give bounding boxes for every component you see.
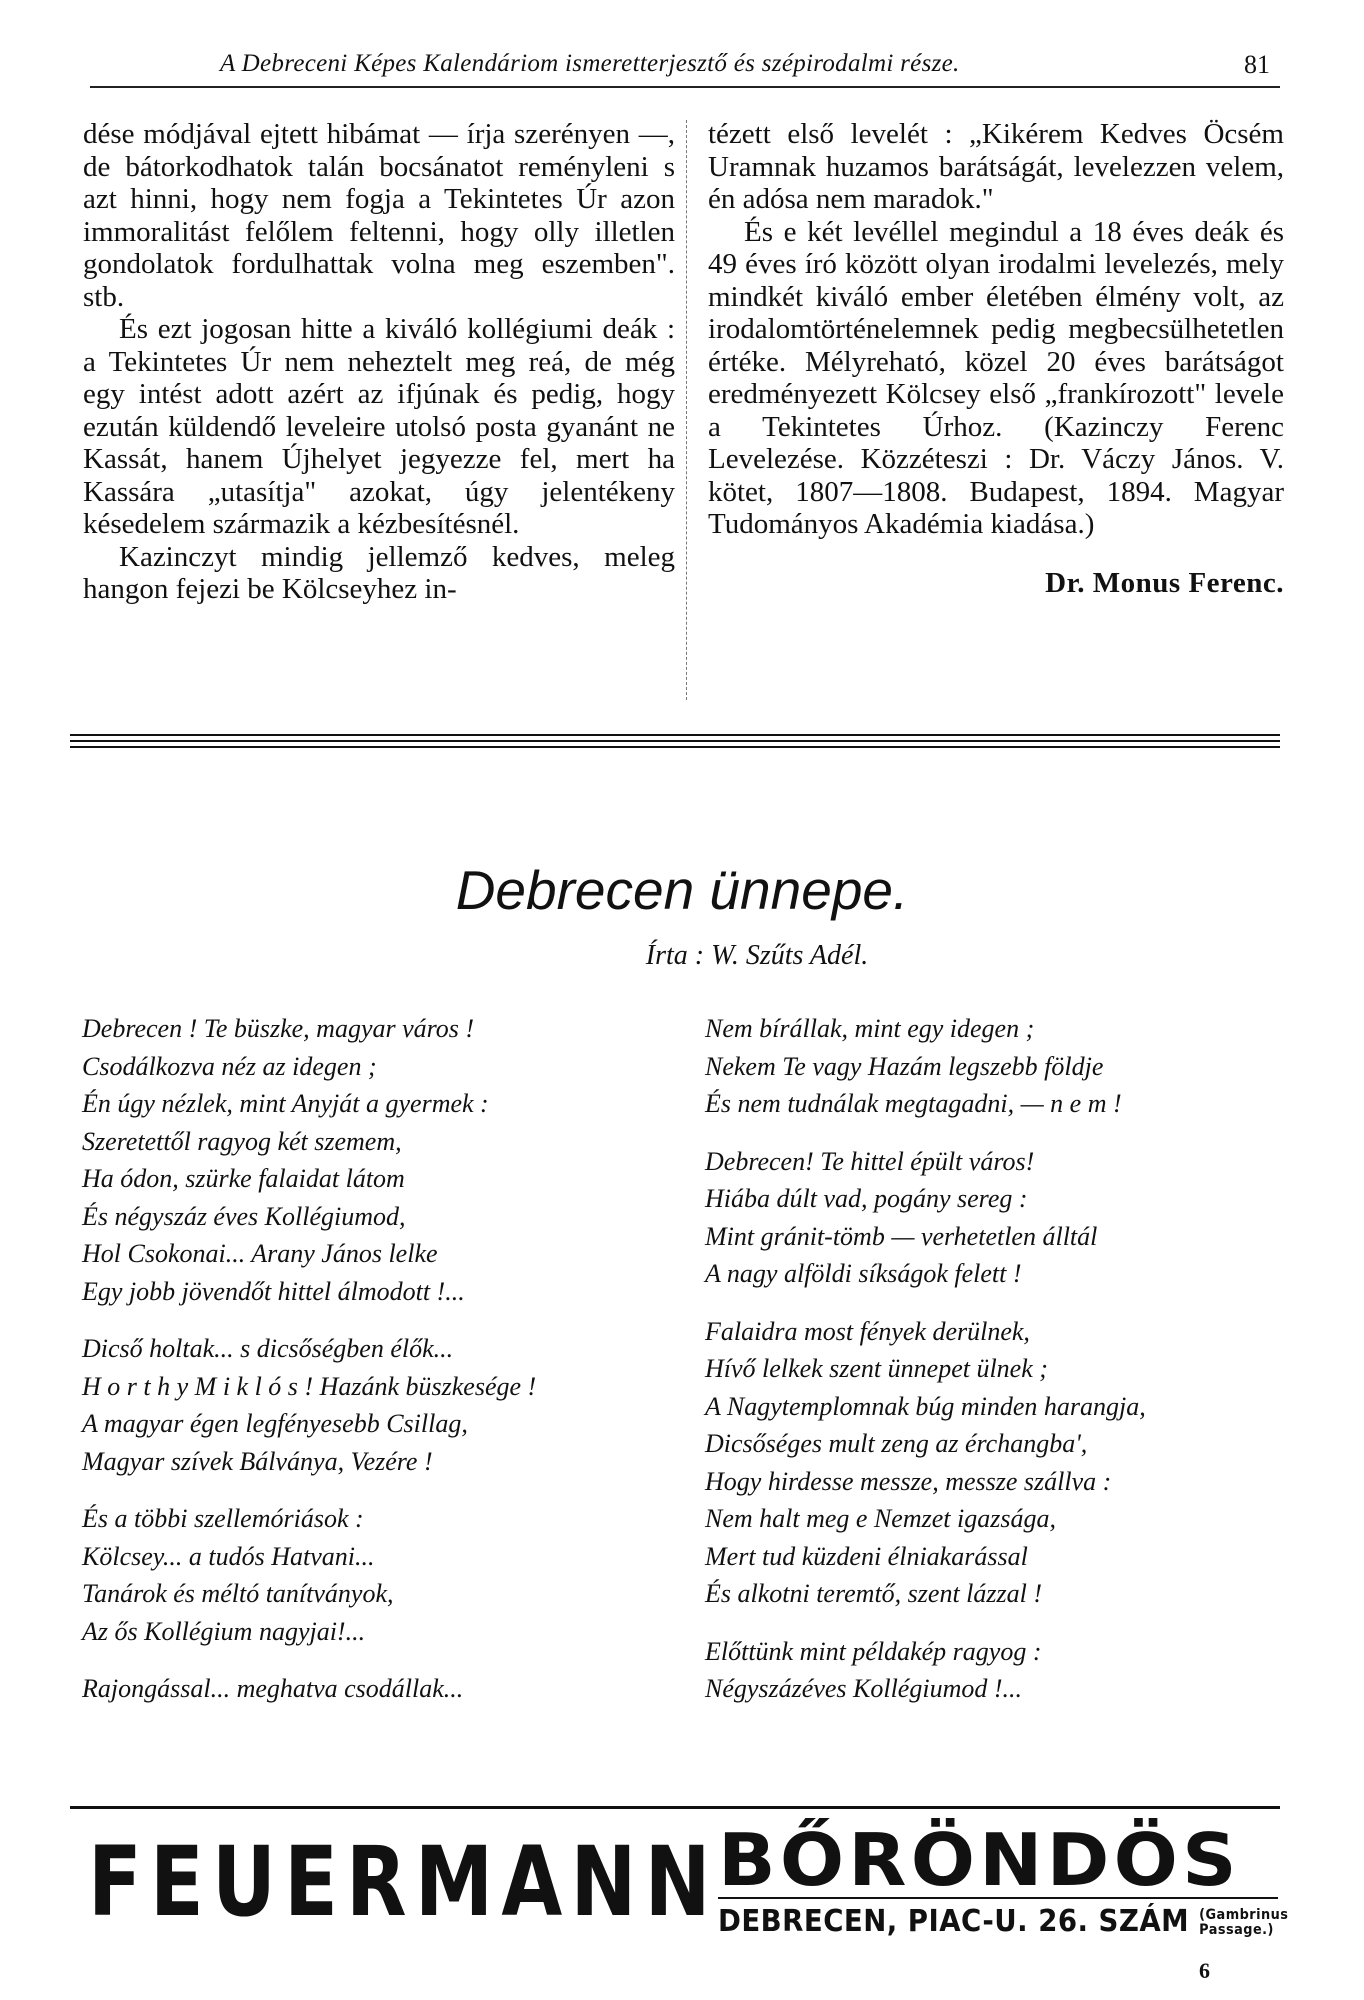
advertisement-name: FEUERMANN [88,1826,719,1938]
section-separator [70,746,1280,748]
poem-stanza [705,1143,1305,1293]
poem-line: Az ős Kollégium nagyjai!... [82,1616,366,1646]
running-title: A Debreceni Képes Kalendáriom ismeretterjesztő és szépirodalmi része. [220,50,960,77]
poem-line: Debrecen! Te hittel épült város! [705,1146,1035,1176]
poem-line: Dicső holtak... s dicsőségben élők... [82,1334,454,1363]
poem-left-column [82,1010,682,1728]
poem-stanza [82,1670,682,1708]
article-paragraph: És e két levéllel megindul a 18 éves deák és 49 éves író között olyan irodalmi levelezés, mely mindkét kiváló ember életében élmény volt, az irodalomtörténelemnek pedig megbecsülhetetlen értéke. Mélyreható, közel 20 éves barátságot eredményezett Kölcsey első „frankírozott" levele a Tekintetes Úrhoz. (Kazinczy Ferenc Levelezése. Közzéteszi : Dr. Váczy János. V. kötet, 1807—1808. Budapest, 1894. Magyar Tudományos Akadémia kiadása.) [708,215,1284,540]
article-paragraph: dése módjával ejtett hibámat — írja szerényen —, de bátorkodhatok talán bocsánatot reményleni s azt hinni, hogy nem fogja a Tekintetes Úr azon immoralitást felőlem feltenni, hogy olly illetlen gondolatok fordulhattak volna meg eszemben". stb. [83,118,675,313]
article-paragraph: Kazinczyt mindig jellemző kedves, meleg hangon fejezi be Kölcseyhez in- [83,540,675,605]
article-paragraph: tézett első levelét : „Kikérem Kedves Öcsém Uramnak huzamos barátságát, levelezzen velem, én adósa nem maradok." [708,118,1284,215]
poem-stanza [82,1330,682,1480]
footer-number: 6 [1199,1958,1210,1983]
poem-line: A magyar égen legfényesebb Csillag, [82,1409,468,1438]
advertisement-rule [718,1897,1278,1899]
section-separator [70,740,1280,742]
poem-title: Debrecen ünnepe. [455,859,909,921]
advertisement-address-text: DEBRECEN, PIAC-U. 26. SZÁM [718,1904,1190,1939]
poem-stanza [705,1313,1305,1613]
poem-line: És nem tudnálak megtagadni, — n e m ! [705,1089,1122,1118]
poem-line: És négyszáz éves Kollégiumod, [82,1201,406,1231]
passage-line: Passage.) [1199,1921,1274,1938]
poem-line: Szeretettől ragyog két szemem, [82,1126,402,1156]
poem-line: És a többi szellemóriások : [82,1504,364,1533]
poem-line: Ha ódon, szürke falaidat látom [82,1164,405,1193]
poem-line: Dicsőséges mult zeng az érchangba', [705,1429,1088,1458]
poem-line: Hol Csokonai... Arany János lelke [82,1239,438,1268]
article-left-column [83,118,675,606]
poem-line: A Nagytemplomnak búg minden harangja, [705,1391,1146,1421]
poem-line: Hívő lelkek szent ünnepet ülnek ; [705,1354,1048,1383]
poem-line: Nekem Te vagy Hazám legszebb földje [705,1051,1104,1081]
poem-right-column [705,1010,1305,1728]
poem-line: Nem bírállak, mint egy idegen ; [705,1014,1035,1043]
poem-line: Mert tud küzdeni élniakarással [705,1541,1028,1571]
poem-line: Előttünk mint példakép ragyog : [705,1636,1042,1666]
advertisement-address [718,1904,1288,1939]
article-paragraph: És ezt jogosan hitte a kiváló kollégiumi deák : a Tekintetes Úr nem neheztelt meg reá, de még egy intést adott azért az ifjúnak és pedig, hogy ezután küldendő leveleire utolsó posta gyanánt ne Kassát, hanem Újhelyet jegyezze fel, mert ha Kassára „utasítja" azokat, úgy jelentékeny késedelem származik a kézbesítésnél. [83,313,675,540]
poem-line: A nagy alföldi síkságok felett ! [705,1259,1022,1288]
poem-line: Debrecen ! Te büszke, magyar város ! [82,1014,475,1043]
poem-line: Kölcsey... a tudós Hatvani... [82,1541,375,1571]
page-header [90,44,1280,88]
poem-line: Egy jobb jövendőt hittel álmodott !... [82,1276,465,1306]
poem-line: H o r t h y M i k l ó s ! Hazánk büszkesége ! [82,1371,537,1401]
section-separator [70,734,1280,736]
poem-stanza [82,1500,682,1650]
column-divider [686,120,687,700]
poem-line: Csodálkozva néz az idegen ; [82,1051,377,1081]
poem-author: Írta : W. Szűts Adél. [645,940,869,971]
poem-line: Hogy hirdesse messze, messze szállva : [705,1466,1112,1496]
poem-line: Tanárok és méltó tanítványok, [82,1579,394,1608]
poem-line: Én úgy nézlek, mint Anyját a gyermek : [82,1089,489,1118]
poem-line: Mint gránit-tömb — verhetetlen álltál [705,1221,1098,1251]
article-signature: Dr. Monus Ferenc. [1045,566,1284,599]
article-right-column [708,118,1284,599]
passage-line: (Gambrinus [1199,1906,1289,1923]
poem-stanza [705,1010,1305,1123]
advertisement-border [70,1806,1280,1809]
poem-stanza [705,1633,1305,1708]
advertisement-passage [1199,1908,1288,1938]
poem-line: És alkotni teremtő, szent lázzal ! [705,1579,1043,1608]
poem-line: Magyar szívek Bálványa, Vezére ! [82,1446,433,1476]
poem-line: Hiába dúlt vad, pogány sereg : [705,1184,1028,1213]
poem-line: Rajongással... meghatva csodállak... [82,1674,464,1703]
poem-stanza [82,1010,682,1310]
poem-line: Falaidra most fények derülnek, [705,1316,1030,1346]
page-number: 81 [1244,50,1270,79]
advertisement-trade: BŐRÖNDÖS [718,1818,1241,1902]
poem-line: Nem halt meg e Nemzet igazsága, [705,1504,1056,1533]
poem-line: Négyszázéves Kollégiumod !... [705,1674,1023,1703]
